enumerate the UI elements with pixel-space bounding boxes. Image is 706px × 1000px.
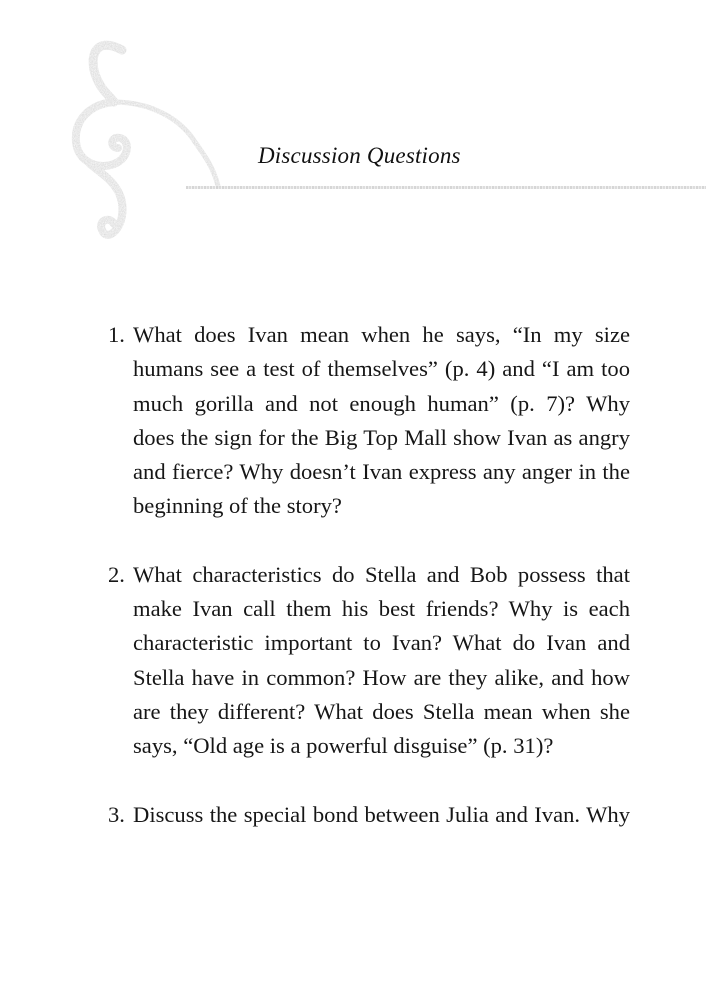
decorative-flourish-icon	[30, 30, 230, 250]
question-line: humans see a test of themselves” (p. 4) and “I am too	[133, 356, 630, 382]
question-item	[108, 558, 630, 764]
question-line: What does Ivan mean when he says, “In my size	[133, 322, 630, 347]
question-line: does the sign for the Big Top Mall show Ivan as angry	[133, 424, 630, 450]
question-line: Stella have in common? How are they alike, and how	[133, 664, 630, 690]
question-line: much gorilla and not enough human” (p. 7)? Why	[133, 390, 630, 416]
question-line: Discuss the special bond between Julia and Ivan. Why	[133, 801, 630, 827]
question-line: characteristic important to Ivan? What do Ivan and	[133, 630, 630, 656]
header-rule	[186, 186, 706, 189]
question-line: make Ivan call them his best friends? Why is each	[133, 596, 630, 622]
question-number: 1.	[108, 322, 125, 347]
question-item	[108, 798, 630, 832]
question-number: 2.	[108, 561, 125, 587]
question-line: What characteristics do Stella and Bob possess that	[133, 561, 630, 587]
question-line: beginning of the story?	[133, 493, 342, 519]
question-line: and fierce? Why doesn’t Ivan express any anger in the	[133, 459, 630, 485]
discussion-questions-list	[108, 318, 630, 866]
question-line: says, “Old age is a powerful disguise” (p. 31)?	[133, 733, 554, 759]
question-number: 3.	[108, 801, 125, 827]
question-line: are they different? What does Stella mean when she	[133, 698, 630, 724]
page-title: Discussion Questions	[258, 143, 461, 168]
question-item	[108, 318, 630, 524]
